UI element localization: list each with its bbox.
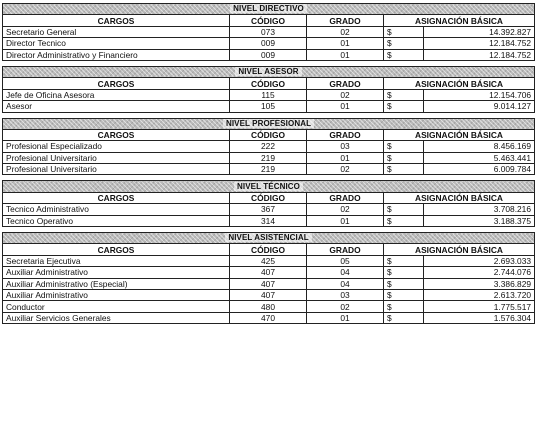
table-row	[3, 89, 535, 100]
level-title-row	[3, 4, 535, 15]
codigo-cell: 009	[230, 38, 307, 49]
table-row	[3, 204, 535, 215]
level-title: NIVEL PROFESIONAL	[223, 119, 314, 128]
currency-cell: $	[384, 26, 424, 37]
header-asignacion: ASIGNACIÓN BÁSICA	[384, 15, 535, 26]
grado-cell: 03	[307, 141, 384, 152]
amount-cell: 2.613.720	[424, 289, 535, 300]
header-cargos: CARGOS	[3, 78, 230, 89]
codigo-cell: 407	[230, 289, 307, 300]
amount-cell: 14.392.827	[424, 26, 535, 37]
header-grado: GRADO	[307, 15, 384, 26]
codigo-cell: 219	[230, 164, 307, 175]
currency-cell: $	[384, 215, 424, 226]
header-codigo: CÓDIGO	[230, 15, 307, 26]
table-nivel-tecnico	[2, 180, 535, 227]
level-title: NIVEL TÉCNICO	[234, 182, 303, 191]
table-row	[3, 289, 535, 300]
codigo-cell: 105	[230, 101, 307, 112]
codigo-cell: 407	[230, 278, 307, 289]
table-row	[3, 101, 535, 112]
currency-cell: $	[384, 141, 424, 152]
cargo-cell: Jefe de Oficina Asesora	[3, 89, 230, 100]
amount-cell: 12.184.752	[424, 38, 535, 49]
grado-cell: 03	[307, 289, 384, 300]
header-asignacion: ASIGNACIÓN BÁSICA	[384, 244, 535, 255]
header-grado: GRADO	[307, 192, 384, 203]
header-codigo: CÓDIGO	[230, 129, 307, 140]
cargo-cell: Asesor	[3, 101, 230, 112]
cargo-cell: Auxiliar Administrativo	[3, 289, 230, 300]
amount-cell: 1.576.304	[424, 312, 535, 323]
currency-cell: $	[384, 101, 424, 112]
currency-cell: $	[384, 204, 424, 215]
cargo-cell: Director Administrativo y Financiero	[3, 49, 230, 60]
header-codigo: CÓDIGO	[230, 192, 307, 203]
currency-cell: $	[384, 38, 424, 49]
amount-cell: 3.708.216	[424, 204, 535, 215]
codigo-cell: 425	[230, 255, 307, 266]
salary-document	[2, 3, 534, 329]
codigo-cell: 480	[230, 301, 307, 312]
amount-cell: 12.154.706	[424, 89, 535, 100]
amount-cell: 9.014.127	[424, 101, 535, 112]
grado-cell: 01	[307, 215, 384, 226]
currency-cell: $	[384, 301, 424, 312]
cargo-cell: Auxiliar Administrativo (Especial)	[3, 278, 230, 289]
header-codigo: CÓDIGO	[230, 244, 307, 255]
table-nivel-profesional	[2, 118, 535, 176]
column-header-row	[3, 192, 535, 203]
table-row	[3, 49, 535, 60]
header-cargos: CARGOS	[3, 15, 230, 26]
header-cargos: CARGOS	[3, 244, 230, 255]
amount-cell: 2.744.076	[424, 267, 535, 278]
level-title: NIVEL ASESOR	[235, 67, 301, 76]
codigo-cell: 470	[230, 312, 307, 323]
cargo-cell: Conductor	[3, 301, 230, 312]
currency-cell: $	[384, 164, 424, 175]
codigo-cell: 219	[230, 152, 307, 163]
currency-cell: $	[384, 289, 424, 300]
level-title-row	[3, 233, 535, 244]
table-row	[3, 141, 535, 152]
currency-cell: $	[384, 152, 424, 163]
table-row	[3, 301, 535, 312]
currency-cell: $	[384, 278, 424, 289]
table-row	[3, 267, 535, 278]
codigo-cell: 314	[230, 215, 307, 226]
codigo-cell: 407	[230, 267, 307, 278]
cargo-cell: Director Tecnico	[3, 38, 230, 49]
amount-cell: 5.463.441	[424, 152, 535, 163]
cargo-cell: Tecnico Operativo	[3, 215, 230, 226]
grado-cell: 04	[307, 267, 384, 278]
header-grado: GRADO	[307, 129, 384, 140]
table-row	[3, 255, 535, 266]
grado-cell: 01	[307, 38, 384, 49]
column-header-row	[3, 129, 535, 140]
codigo-cell: 115	[230, 89, 307, 100]
cargo-cell: Auxiliar Servicios Generales	[3, 312, 230, 323]
cargo-cell: Profesional Universitario	[3, 152, 230, 163]
cargo-cell: Auxiliar Administrativo	[3, 267, 230, 278]
header-asignacion: ASIGNACIÓN BÁSICA	[384, 129, 535, 140]
grado-cell: 01	[307, 101, 384, 112]
header-codigo: CÓDIGO	[230, 78, 307, 89]
cargo-cell: Profesional Especializado	[3, 141, 230, 152]
codigo-cell: 222	[230, 141, 307, 152]
currency-cell: $	[384, 267, 424, 278]
header-grado: GRADO	[307, 244, 384, 255]
amount-cell: 3.386.829	[424, 278, 535, 289]
table-row	[3, 152, 535, 163]
grado-cell: 04	[307, 278, 384, 289]
header-asignacion: ASIGNACIÓN BÁSICA	[384, 192, 535, 203]
grado-cell: 05	[307, 255, 384, 266]
currency-cell: $	[384, 312, 424, 323]
level-title-row	[3, 181, 535, 192]
table-row	[3, 278, 535, 289]
grado-cell: 01	[307, 312, 384, 323]
level-title-row	[3, 66, 535, 77]
grado-cell: 02	[307, 89, 384, 100]
amount-cell: 8.456.169	[424, 141, 535, 152]
grado-cell: 02	[307, 204, 384, 215]
cargo-cell: Secretaria Ejecutiva	[3, 255, 230, 266]
cargo-cell: Secretario General	[3, 26, 230, 37]
cargo-cell: Profesional Universitario	[3, 164, 230, 175]
currency-cell: $	[384, 255, 424, 266]
table-row	[3, 164, 535, 175]
amount-cell: 12.184.752	[424, 49, 535, 60]
column-header-row	[3, 78, 535, 89]
amount-cell: 6.009.784	[424, 164, 535, 175]
codigo-cell: 073	[230, 26, 307, 37]
column-header-row	[3, 15, 535, 26]
table-row	[3, 312, 535, 323]
level-title-row	[3, 118, 535, 129]
amount-cell: 2.693.033	[424, 255, 535, 266]
currency-cell: $	[384, 49, 424, 60]
table-nivel-asistencial	[2, 232, 535, 324]
table-nivel-asesor	[2, 66, 535, 113]
amount-cell: 1.775.517	[424, 301, 535, 312]
column-header-row	[3, 244, 535, 255]
grado-cell: 01	[307, 152, 384, 163]
grado-cell: 02	[307, 164, 384, 175]
grado-cell: 02	[307, 301, 384, 312]
header-grado: GRADO	[307, 78, 384, 89]
table-row	[3, 38, 535, 49]
codigo-cell: 009	[230, 49, 307, 60]
cargo-cell: Tecnico Administrativo	[3, 204, 230, 215]
header-cargos: CARGOS	[3, 192, 230, 203]
header-cargos: CARGOS	[3, 129, 230, 140]
level-title: NIVEL DIRECTIVO	[230, 4, 307, 13]
level-title: NIVEL ASISTENCIAL	[225, 233, 311, 242]
table-row	[3, 215, 535, 226]
codigo-cell: 367	[230, 204, 307, 215]
grado-cell: 02	[307, 26, 384, 37]
table-row	[3, 26, 535, 37]
grado-cell: 01	[307, 49, 384, 60]
amount-cell: 3.188.375	[424, 215, 535, 226]
header-asignacion: ASIGNACIÓN BÁSICA	[384, 78, 535, 89]
table-nivel-directivo	[2, 3, 535, 61]
currency-cell: $	[384, 89, 424, 100]
